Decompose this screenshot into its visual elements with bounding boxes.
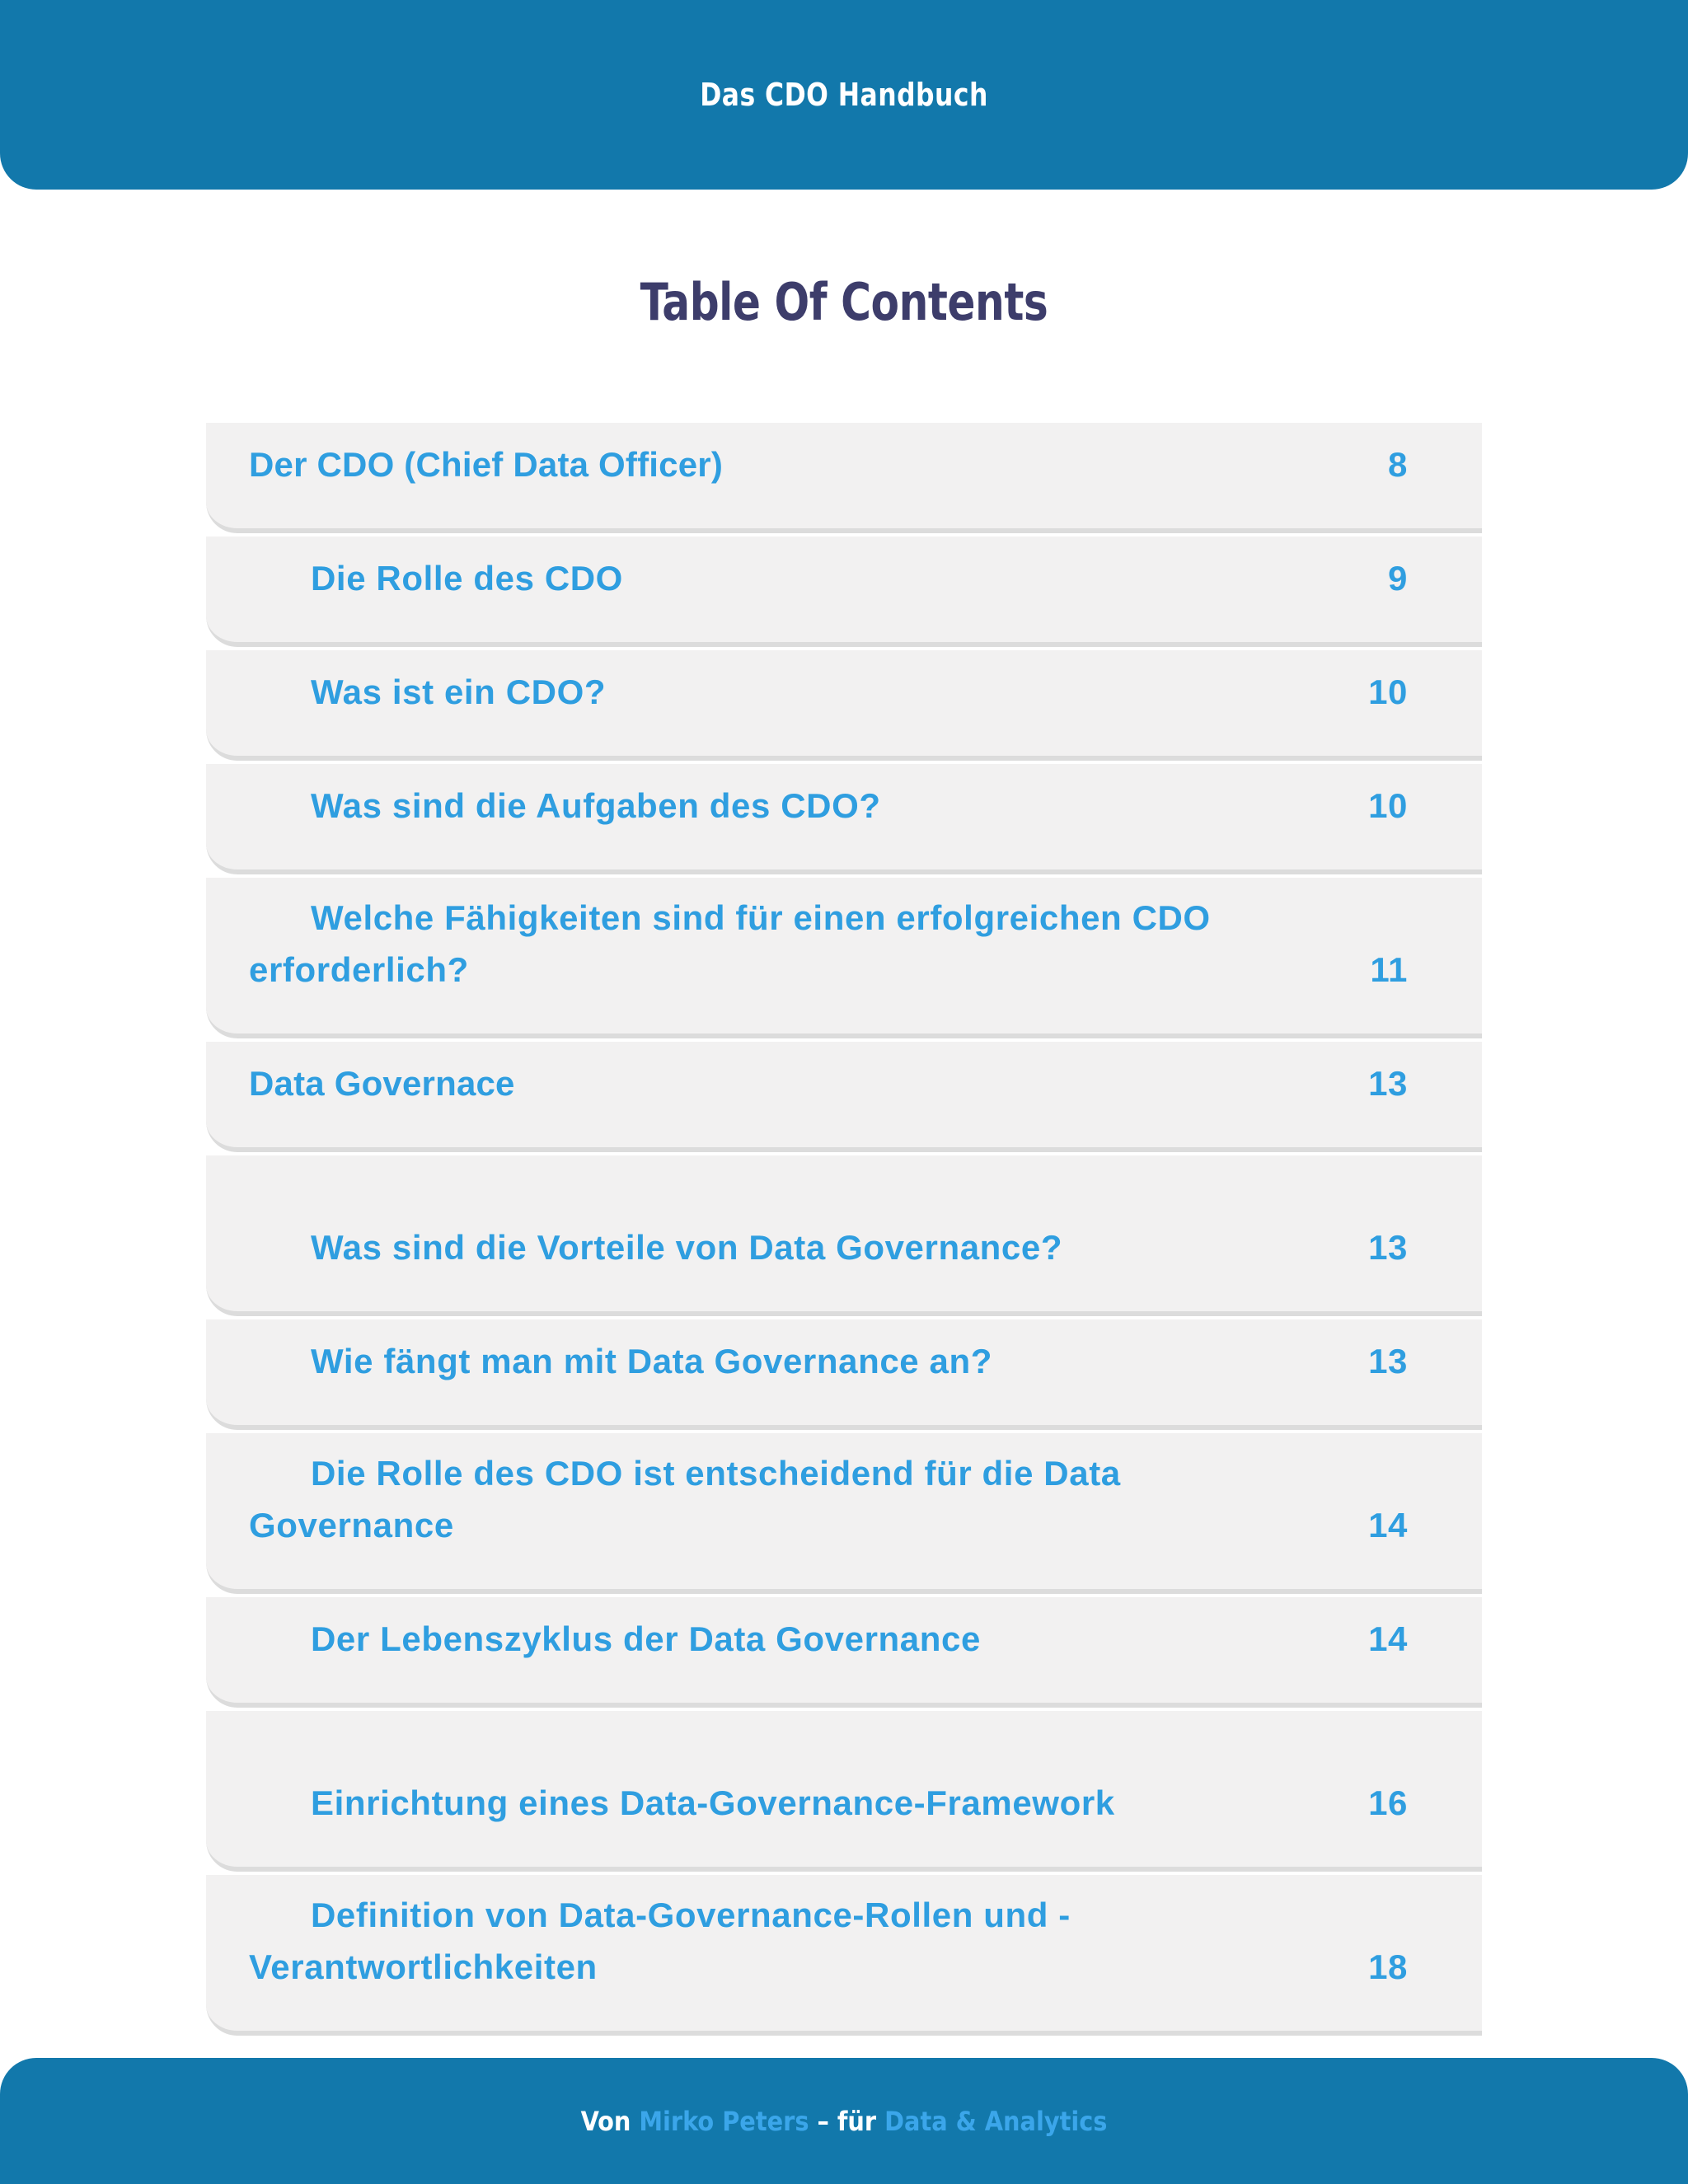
toc-entry-page: 10 xyxy=(1368,786,1408,825)
publisher-link[interactable]: Data & Analytics xyxy=(884,2105,1108,2137)
toc-entry-page: 10 xyxy=(1368,673,1408,711)
toc-list xyxy=(206,423,1482,2039)
toc-entry[interactable] xyxy=(206,650,1482,761)
toc-entry[interactable] xyxy=(206,1319,1482,1430)
toc-entry[interactable] xyxy=(206,1155,1482,1316)
toc-entry-title: Was sind die Vorteile von Data Governance? xyxy=(311,1228,1063,1267)
book-title: Das CDO Handbuch xyxy=(700,77,988,113)
toc-entry-title: Was sind die Aufgaben des CDO? xyxy=(311,786,881,825)
toc-entry-title: Data Governace xyxy=(249,1064,515,1103)
toc-entry[interactable] xyxy=(206,764,1482,874)
footer-prefix: Von xyxy=(580,2105,640,2137)
toc-entry-title: Der Lebenszyklus der Data Governance xyxy=(311,1619,981,1658)
toc-entry-page: 8 xyxy=(1388,445,1408,484)
toc-heading: Table Of Contents xyxy=(640,272,1048,332)
toc-entry-title: Die Rolle des CDO ist entscheidend für die Data Governance xyxy=(249,1454,1121,1544)
toc-entry[interactable] xyxy=(206,537,1482,647)
toc-entry[interactable] xyxy=(206,1875,1482,2036)
toc-entry-title: Was ist ein CDO? xyxy=(311,673,607,711)
toc-entry-page: 14 xyxy=(1368,1506,1408,1544)
toc-entry-page: 18 xyxy=(1368,1947,1408,1986)
page-header xyxy=(0,0,1688,190)
toc-entry-page: 16 xyxy=(1368,1783,1408,1822)
toc-entry-page: 9 xyxy=(1388,559,1408,598)
toc-entry[interactable] xyxy=(206,1042,1482,1152)
toc-entry[interactable] xyxy=(206,1597,1482,1708)
toc-entry-title: Die Rolle des CDO xyxy=(311,559,623,598)
toc-entry[interactable] xyxy=(206,423,1482,533)
toc-entry-title: Definition von Data-Governance-Rollen und -Verantwortlichkeiten xyxy=(249,1896,1071,1986)
page-footer xyxy=(0,2058,1688,2184)
toc-entry-page: 13 xyxy=(1368,1342,1408,1380)
toc-entry-title: Wie fängt man mit Data Governance an? xyxy=(311,1342,992,1380)
toc-entry-title: Einrichtung eines Data-Governance-Framework xyxy=(311,1783,1115,1822)
toc-entry-page: 13 xyxy=(1368,1064,1408,1103)
footer-middle: – für xyxy=(809,2105,885,2137)
author-link[interactable]: Mirko Peters xyxy=(639,2105,809,2137)
toc-entry-page: 14 xyxy=(1368,1619,1408,1658)
toc-entry[interactable] xyxy=(206,878,1482,1038)
toc-entry[interactable] xyxy=(206,1433,1482,1594)
toc-entry-page: 13 xyxy=(1368,1228,1408,1267)
toc-entry-title: Der CDO (Chief Data Officer) xyxy=(249,445,724,484)
toc-entry-page: 11 xyxy=(1370,950,1408,989)
toc-entry-title: Welche Fähigkeiten sind für einen erfolgreichen CDO erforderlich? xyxy=(249,898,1211,989)
toc-entry[interactable] xyxy=(206,1711,1482,1872)
